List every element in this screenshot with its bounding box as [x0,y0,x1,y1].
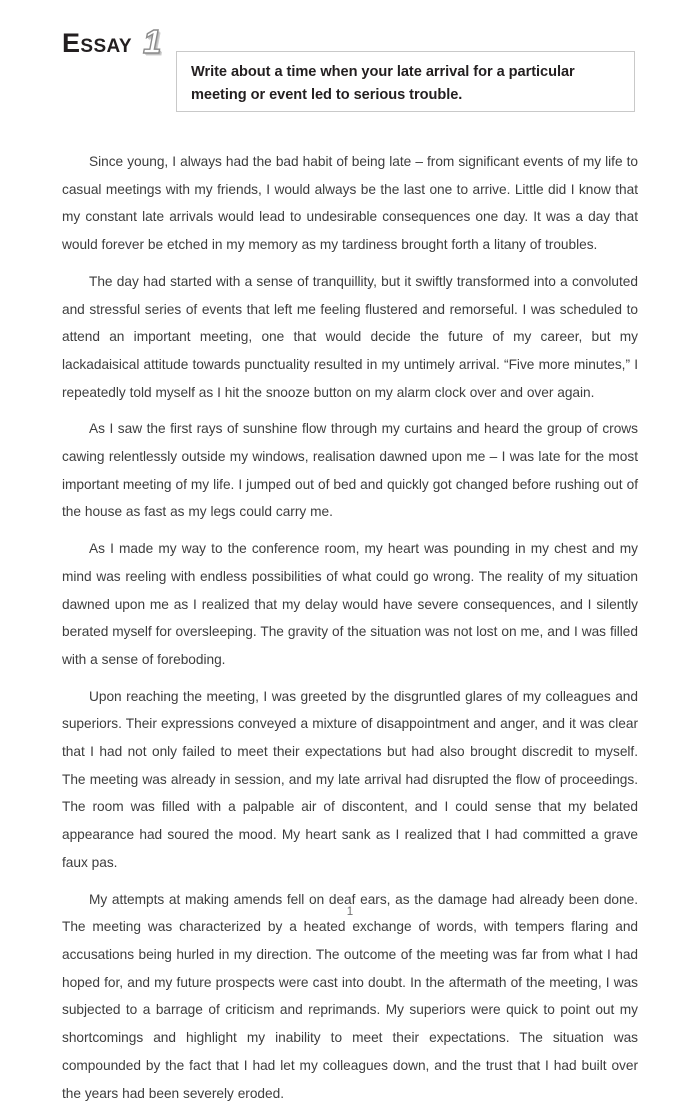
page-number: 1 [346,906,354,918]
body-paragraph: My attempts at making amends fell on deaf ears, as the damage had already been done. The meeting was characterized by a heated exchange of words, with tempers flaring and accusations being hurled in my direction. The outcome of the meeting was far from what I had hoped for, and my future prospects were cast into doubt. In the aftermath of the meeting, I was subjected to a barrage of criticism and reprimands. My superiors were quick to point out my shortcomings and highlight my inability to meet their expectations. The situation was compounded by the fact that I had let my colleagues down, and the trust that I had built over the years had been severely eroded. [62,891,638,1101]
page-header [0,0,700,132]
body-paragraph: Upon reaching the meeting, I was greeted by the disgruntled glares of my colleagues and superiors. Their expressions conveyed a mixture of disappointment and anger, and it was clear that I had not only failed to meet their expectations but had also brought discredit to myself. The meeting was already in session, and my late arrival had disrupted the flow of proceedings. The room was filled with a palpable air of discontent, and I could sense that my belated appearance had soured the mood. My heart sank as I realized that I had committed a grave faux pas. [62,688,638,870]
body-paragraph: Since young, I always had the bad habit of being late – from significant events of my life to casual meetings with my friends, I would always be the last one to arrive. Little did I know that my constant late arrivals would lead to undesirable consequences one day. It was a day that would forever be etched in my memory as my tardiness brought forth a litany of troubles. [62,154,638,253]
body-paragraph: As I saw the first rays of sunshine flow through my curtains and heard the group of crows cawing relentlessly outside my windows, realisation dawned upon me – I was late for the most important meeting of my life. I jumped out of bed and quickly got changed before rushing out of the house as fast as my legs could carry me. [62,421,638,520]
essay-number-ornament: 1 [143,23,162,60]
body-paragraph: As I made my way to the conference room, my heart was pounding in my chest and my mind was reeling with endless possibilities of what could go wrong. The reality of my situation dawned upon me as I realized that my delay would have severe consequences, and I silently berated myself for oversleeping. The gravity of the situation was not lost on me, and I was filled with a sense of foreboding. [62,541,638,667]
essay-prompt-box [176,51,635,112]
essay-body [62,148,638,1107]
essay-prompt-text: Write about a time when your late arrival for a particular meeting or event led to serious trouble. [191,64,575,103]
page-footer [0,902,700,920]
essay-label: Essay [62,28,133,58]
essay-heading [62,23,162,60]
body-paragraph: The day had started with a sense of tranquillity, but it swiftly transformed into a convoluted and stressful series of events that left me feeling flustered and remorseful. I was scheduled to attend an important meeting, one that would decide the future of my career, but my lackadaisical attitude towards punctuality resulted in my untimely arrival. “Five more minutes,” I repeatedly told myself as I hit the snooze button on my alarm clock over and over again. [62,273,638,400]
